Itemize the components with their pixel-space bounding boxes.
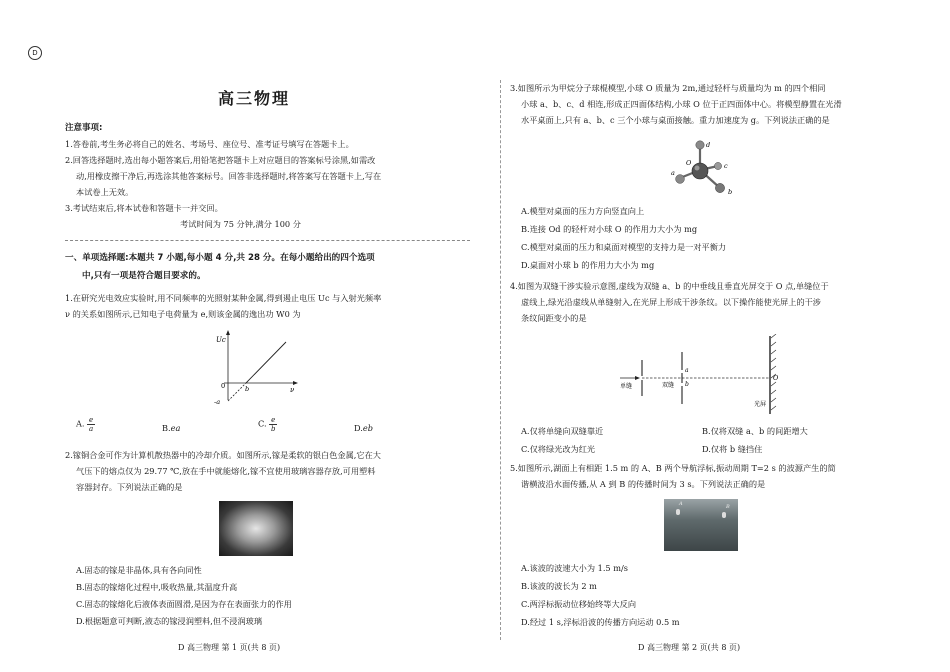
q5-option-a: A.该波的波速大小为 1.5 m/s <box>521 563 628 573</box>
footer-left: D 高三物理 第 1 页(共 8 页) <box>178 643 281 652</box>
q1-graph-y-label: Uc <box>216 336 226 344</box>
q1-option-d: D.eb <box>354 423 373 433</box>
notice-heading: 注意事项: <box>65 123 103 133</box>
buoy-a <box>676 509 680 515</box>
q1-option-a: A. $\frac{e}{a}$ <box>76 416 94 433</box>
q4-label-b: b <box>685 381 689 388</box>
q3-option-c: C.模型对桌面的压力和桌面对模型的支持力是一对平衡力 <box>521 242 727 252</box>
q3-label-o: O <box>686 159 692 167</box>
q4-label-screen: 光屏 <box>754 401 767 408</box>
q4-label-a: a <box>685 367 689 374</box>
notice-line-1: 1.答卷前,考生务必将自己的姓名、考场号、座位号、准考证号填写在答题卡上。 <box>65 139 354 149</box>
q5-stem-line-2: 谐横波沿水面传播,从 A 到 B 的传播时间为 3 s。下列说法正确的是 <box>521 479 766 489</box>
q3-label-b: b <box>728 188 733 196</box>
column-divider <box>500 80 501 640</box>
q3-stem-line-3: 水平桌面上,只有 a、b、c 三个小球与桌面接触。重力加速度为 g。下列说法正确的是 <box>521 115 830 125</box>
q1-option-c: C. $\frac{e}{b}$ <box>258 416 276 433</box>
q2-stem-line-1: 2.镓铜合金可作为计算机散热器中的冷却介质。如图所示,镓是柔软的银白色金属,它在大 <box>65 450 381 460</box>
buoy-b <box>722 512 726 518</box>
notice-line-5: 3.考试结束后,将本试卷和答题卡一并交回。 <box>65 203 223 213</box>
buoy-a-label: A <box>679 501 683 507</box>
q1-option-b: B.ea <box>162 423 181 433</box>
q3-label-a: a <box>671 169 675 177</box>
q4-option-b: B.仅将双缝 a、b 的间距增大 <box>702 426 808 436</box>
q4-stem-line-3: 条纹间距变小的是 <box>521 313 587 323</box>
time-info: 考试时间为 75 分钟,满分 100 分 <box>180 219 301 229</box>
section-divider <box>65 240 470 241</box>
section-heading-line-2: 中,只有一项是符合题目要求的。 <box>82 271 206 281</box>
q4-option-d: D.仅将 b 缝挡住 <box>702 444 763 454</box>
q1-stem-line-2: ν 的关系如图所示,已知电子电荷量为 e,则该金属的逸出功 W0 为 <box>65 309 301 319</box>
q2-option-d: D.根据题意可判断,液态的镓浸润塑料,但不浸润玻璃 <box>76 616 263 626</box>
q1-option-a-den: a <box>89 425 94 433</box>
footer-right: D 高三物理 第 2 页(共 8 页) <box>638 643 741 652</box>
q4-option-a: A.仅将单缝向双缝靠近 <box>521 426 604 436</box>
q1-option-c-num: e <box>271 416 276 424</box>
buoy-b-label: B <box>726 504 730 510</box>
notice-line-4: 本试卷上无效。 <box>76 187 134 197</box>
section-heading-line-1: 一、单项选择题:本题共 7 小题,每小题 4 分,共 28 分。在每小题给出的四个选项 <box>65 253 375 263</box>
notice-line-3: 动,用橡皮擦干净后,再选涂其他答案标号。回答非选择题时,将答案写在答题卡上,写在 <box>76 171 382 181</box>
q3-stem-line-1: 3.如图所示为甲烷分子球棍模型,小球 O 质量为 2m,通过轻杆与质量均为 m 的四个相同 <box>510 83 826 93</box>
q3-option-a: A.模型对桌面的压力方向竖直向上 <box>521 206 645 216</box>
gallium-photo <box>219 501 293 556</box>
q3-option-b: B.连接 Od 的轻杆对小球 O 的作用力大小为 mg <box>521 224 698 234</box>
q1-graph-x-label: ν <box>290 386 295 394</box>
notice-line-2: 2.回答选择题时,选出每小题答案后,用铅笔把答题卡上对应题目的答案标号涂黑,如需改 <box>65 155 376 165</box>
q1-option-a-num: e <box>89 416 94 424</box>
q3-label-d: d <box>706 141 711 149</box>
q3-stem-line-2: 小球 a、b、c、d 相连,形成正四面体结构,小球 O 位于正四面体中心。将模型静置在光滑 <box>521 99 842 109</box>
q2-option-b: B.固态的镓熔化过程中,吸收热量,其温度升高 <box>76 582 238 592</box>
q2-stem-line-3: 容器封存。下列说法正确的是 <box>76 482 183 492</box>
q5-option-b: B.该波的波长为 2 m <box>521 581 597 591</box>
q4-stem-line-2: 虚线上,绿光沿虚线从单缝射入,在光屏上形成干涉条纹。以下操作能使光屏上的干涉 <box>521 297 821 307</box>
q4-label-single-slit: 单缝 <box>620 383 633 390</box>
methane-model <box>668 134 738 198</box>
q1-graph-b-label: b <box>245 385 250 393</box>
q5-option-c: C.两浮标振动位移始终等大反向 <box>521 599 637 609</box>
q5-stem-line-1: 5.如图所示,湖面上有相距 1.5 m 的 A、B 两个导航浮标,振动周期 T=2 s 的波源产生的简 <box>510 463 836 473</box>
q1-graph-neg-a-label: -a <box>214 398 221 404</box>
q1-graph <box>210 328 300 404</box>
double-slit-diagram <box>618 334 788 416</box>
q4-option-c: C.仅将绿光改为红光 <box>521 444 596 454</box>
lake-photo <box>664 499 738 551</box>
q3-label-c: c <box>724 162 728 170</box>
q1-graph-origin: 0 <box>221 382 226 390</box>
q4-label-o: O <box>773 374 779 382</box>
q3-option-d: D.桌面对小球 b 的作用力大小为 mg <box>521 260 655 270</box>
corner-mark: D <box>28 46 42 60</box>
q5-option-d: D.经过 1 s,浮标沿波的传播方向运动 0.5 m <box>521 617 680 627</box>
q2-option-c: C.固态的镓熔化后液体表面圆滑,是因为存在表面张力的作用 <box>76 599 292 609</box>
q4-stem-line-1: 4.如图为双缝干涉实验示意图,虚线为双缝 a、b 的中垂线且垂直光屏交于 O 点,单缝位于 <box>510 281 829 291</box>
q1-option-c-den: b <box>270 425 276 433</box>
q2-option-a: A.固态的镓是非晶体,具有各向同性 <box>76 565 202 575</box>
q4-label-double-slit: 双缝 <box>662 382 675 389</box>
q2-stem-line-2: 气压下的熔点仅为 29.77 ℃,放在手中就能熔化,镓不宜使用玻璃容器存放,可用塑料 <box>76 466 376 476</box>
q1-stem-line-1: 1.在研究光电效应实验时,用不同频率的光照射某种金属,得到遏止电压 Uc 与入射光频率 <box>65 293 382 303</box>
page-title: 高三物理 <box>218 89 291 108</box>
